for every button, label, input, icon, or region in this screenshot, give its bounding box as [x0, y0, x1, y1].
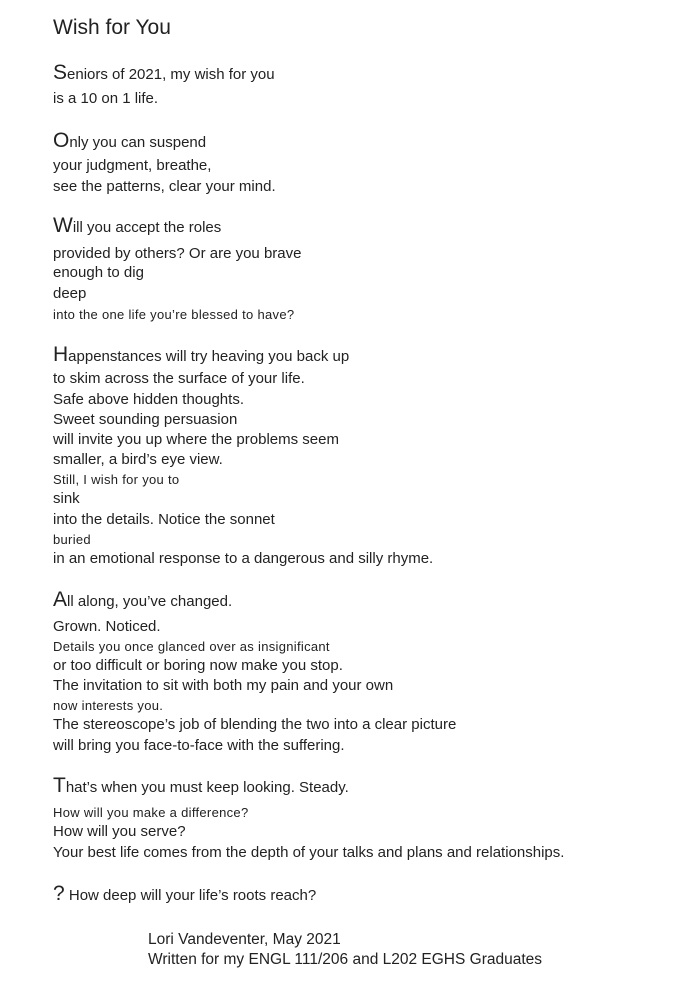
- stanza-5-line-7: The stereoscope’s job of blending the two into a clear picture: [53, 716, 457, 733]
- stanza-5-line-3: Details you once glanced over as insignificant: [53, 639, 330, 654]
- stanza-1-line-2: is a 10 on 1 life.: [53, 90, 159, 107]
- stanza-initial: W: [53, 214, 73, 237]
- stanza-3-line-1: Will you accept the roles: [53, 214, 222, 237]
- stanza-2-line-1: Only you can suspend: [53, 129, 207, 152]
- stanza-4-line-1: Happenstances will try heaving you back up: [53, 343, 350, 366]
- stanza-initial: H: [53, 343, 69, 366]
- dedication-line: Written for my ENGL 111/206 and L202 EGHS Graduates: [148, 951, 543, 968]
- stanza-4-line-7: Still, I wish for you to: [53, 472, 180, 487]
- stanza-3-line-4: deep: [53, 285, 87, 302]
- stanza-3-line-2: provided by others? Or are you brave: [53, 245, 302, 262]
- stanza-6-line-3: How will you serve?: [53, 823, 186, 840]
- stanza-initial: S: [53, 61, 68, 84]
- stanza-4-line-6: smaller, a bird’s eye view.: [53, 451, 223, 468]
- stanza-4-line-2: to skim across the surface of your life.: [53, 370, 305, 387]
- stanza-4-line-10: buried: [53, 532, 91, 547]
- author-signature: Lori Vandeventer, May 2021: [148, 931, 341, 948]
- stanza-3-line-3: enough to dig: [53, 264, 144, 281]
- stanza-6-line-1: That’s when you must keep looking. Steady.: [53, 774, 349, 797]
- stanza-5-line-6: now interests you.: [53, 698, 164, 713]
- stanza-initial: A: [53, 588, 68, 611]
- stanza-initial: T: [53, 774, 66, 797]
- stanza-3-line-5: into the one life you’re blessed to have?: [53, 307, 295, 322]
- stanza-4-line-11: in an emotional response to a dangerous and silly rhyme.: [53, 550, 434, 567]
- stanza-5-line-5: The invitation to sit with both my pain and your own: [53, 677, 394, 694]
- stanza-4-line-5: will invite you up where the problems seem: [53, 431, 339, 448]
- stanza-1-line-1: Seniors of 2021, my wish for you: [53, 61, 275, 84]
- stanza-2-line-2: your judgment, breathe,: [53, 157, 212, 174]
- stanza-7-line-1: ? How deep will your life’s roots reach?: [53, 882, 317, 905]
- stanza-4-line-9: into the details. Notice the sonnet: [53, 511, 275, 528]
- stanza-4-line-3: Safe above hidden thoughts.: [53, 391, 244, 408]
- stanza-5-line-4: or too difficult or boring now make you stop.: [53, 657, 343, 674]
- poem-title: Wish for You: [53, 16, 171, 39]
- stanza-initial: O: [53, 129, 70, 152]
- stanza-2-line-3: see the patterns, clear your mind.: [53, 178, 276, 195]
- stanza-4-line-8: sink: [53, 490, 80, 507]
- stanza-5-line-1: All along, you’ve changed.: [53, 588, 233, 611]
- stanza-4-line-4: Sweet sounding persuasion: [53, 411, 238, 428]
- stanza-6-line-2: How will you make a difference?: [53, 805, 249, 820]
- stanza-6-line-4: Your best life comes from the depth of your talks and plans and relationships.: [53, 844, 565, 861]
- stanza-initial: ?: [53, 882, 65, 905]
- stanza-5-line-2: Grown. Noticed.: [53, 618, 161, 635]
- stanza-5-line-8: will bring you face-to-face with the suffering.: [53, 737, 345, 754]
